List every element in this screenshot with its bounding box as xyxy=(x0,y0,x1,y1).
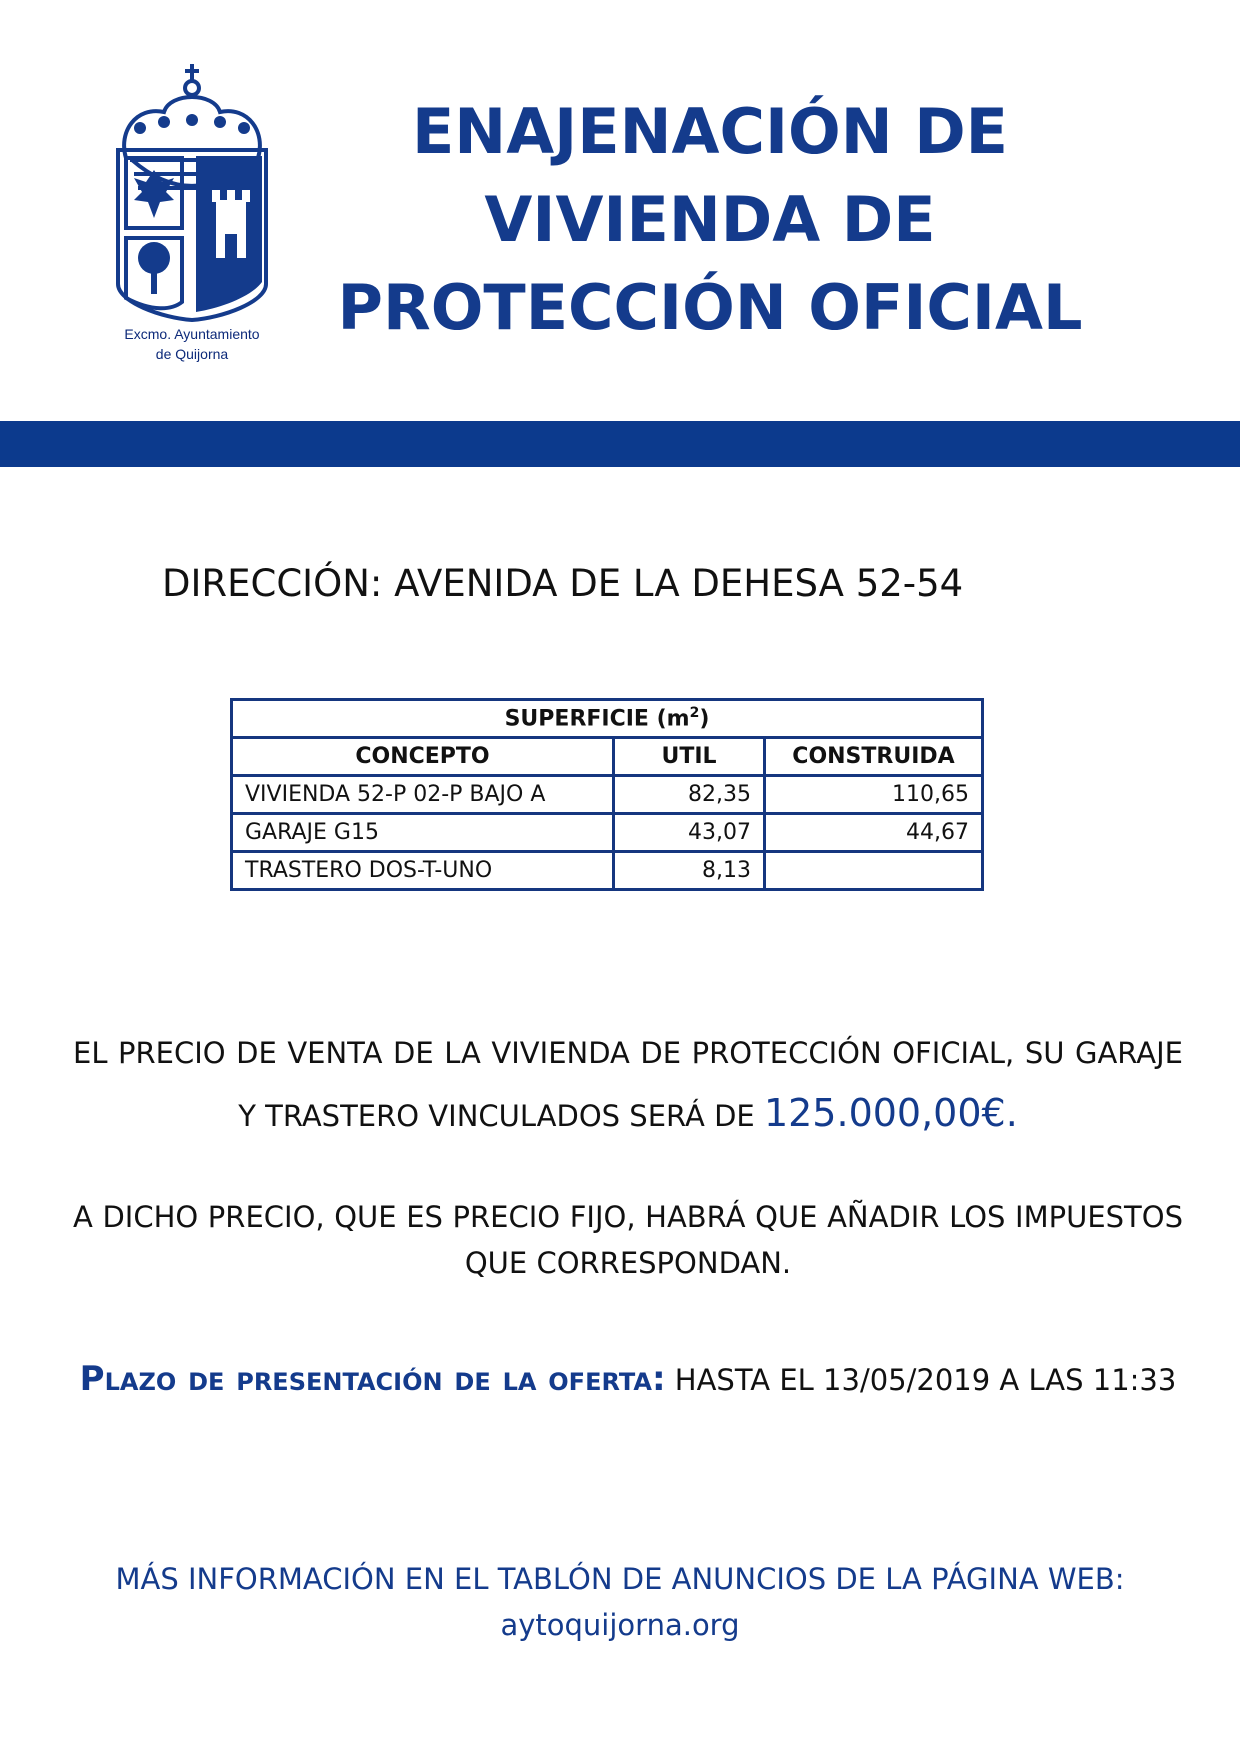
municipal-coat-of-arms xyxy=(112,62,272,374)
table-cell: TRASTERO DOS-T-UNO xyxy=(232,852,614,890)
municipality-name xyxy=(112,324,272,364)
table-row xyxy=(232,852,983,890)
table-cell xyxy=(765,852,983,890)
website-link[interactable]: aytoquijorna.org xyxy=(500,1608,740,1642)
table-cell: 43,07 xyxy=(614,814,765,852)
deadline-text: HASTA EL 13/05/2019 A LAS 11:33 xyxy=(665,1363,1177,1397)
column-header-concepto: CONCEPTO xyxy=(232,738,614,776)
price-text: EL PRECIO DE VENTA DE LA VIVIENDA DE PROTECCIÓN OFICIAL, SU GARAJE Y TRASTERO VINCULADOS SERÁ DE xyxy=(73,1036,1183,1133)
deadline-paragraph xyxy=(73,1356,1183,1403)
table-cell: 44,67 xyxy=(765,814,983,852)
table-cell: VIVIENDA 52-P 02-P BAJO A xyxy=(232,776,614,814)
table-header-row xyxy=(232,738,983,776)
header-divider-band xyxy=(0,421,1240,467)
table-title: SUPERFICIE $(m^2)$ xyxy=(232,700,983,738)
column-header-util: UTIL xyxy=(614,738,765,776)
table-row xyxy=(232,776,983,814)
coat-of-arms-icon xyxy=(112,62,272,322)
sale-price: 125.000,00€. xyxy=(763,1091,1018,1135)
property-address: DIRECCIÓN: AVENIDA DE LA DEHESA 52-54 xyxy=(162,562,964,605)
title-line-3: PROTECCIÓN OFICIAL xyxy=(337,271,1083,344)
logo-caption-line2: de Quijorna xyxy=(155,346,229,362)
table-row xyxy=(232,814,983,852)
table-cell: 82,35 xyxy=(614,776,765,814)
title-line-2: VIVIENDA DE xyxy=(484,183,936,256)
table-title-row xyxy=(232,700,983,738)
tax-paragraph: A DICHO PRECIO, QUE ES PRECIO FIJO, HABRÁ QUE AÑADIR LOS IMPUESTOS QUE CORRESPONDAN. xyxy=(73,1200,1183,1280)
more-info-text: MÁS INFORMACIÓN EN EL TABLÓN DE ANUNCIOS DE LA PÁGINA WEB: xyxy=(115,1562,1125,1596)
title-line-1: ENAJENACIÓN DE xyxy=(411,95,1009,168)
surface-table xyxy=(230,698,984,891)
column-header-construida: CONSTRUIDA xyxy=(765,738,983,776)
table-cell: 110,65 xyxy=(765,776,983,814)
table-cell: 8,13 xyxy=(614,852,765,890)
logo-caption-line1: Excmo. Ayuntamiento xyxy=(124,326,260,342)
price-paragraph xyxy=(73,1023,1183,1146)
deadline-label: Plazo de presentación de la oferta: xyxy=(79,1359,666,1399)
table-cell: GARAJE G15 xyxy=(232,814,614,852)
page-title xyxy=(330,88,1090,352)
more-info xyxy=(40,1556,1200,1648)
